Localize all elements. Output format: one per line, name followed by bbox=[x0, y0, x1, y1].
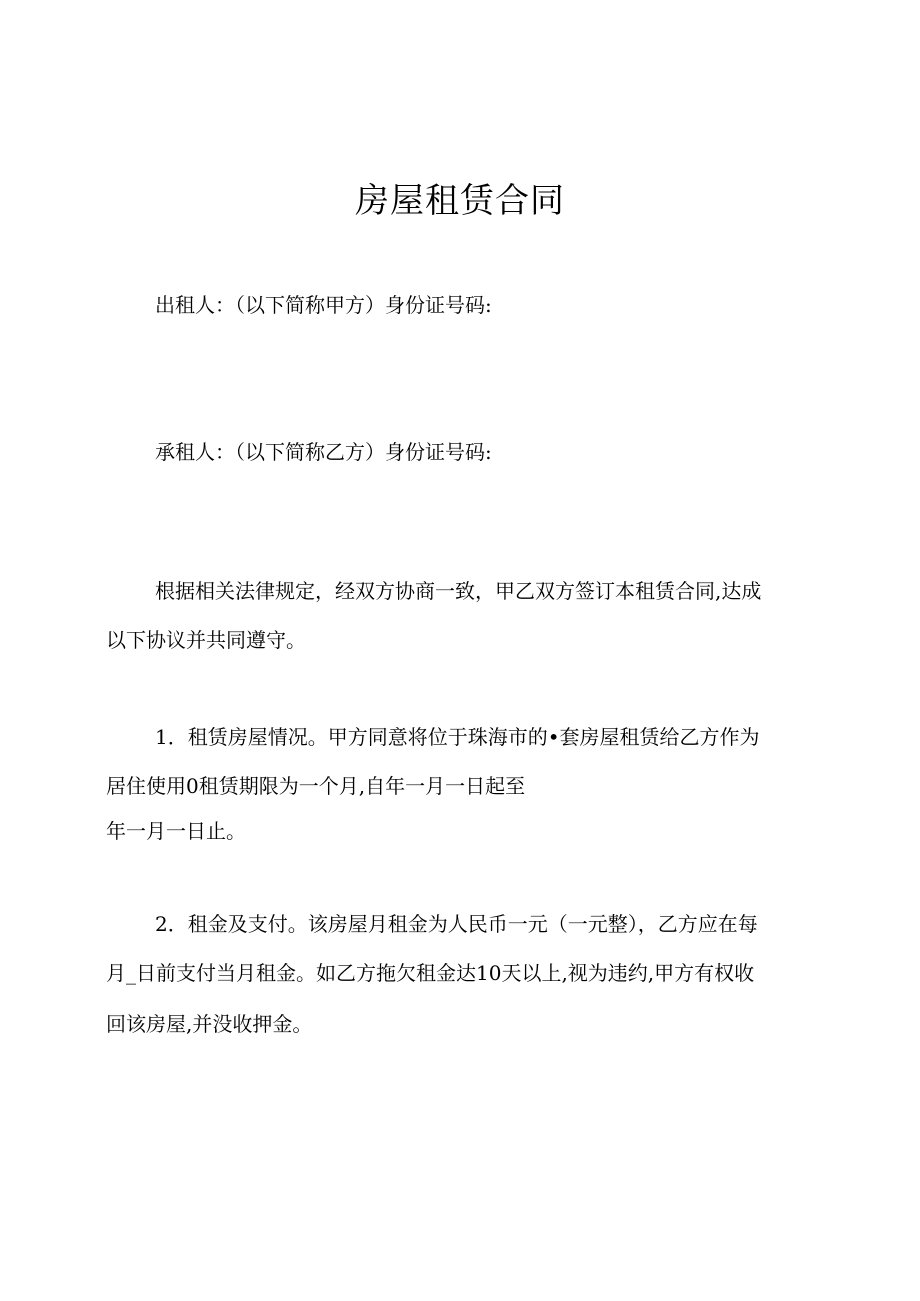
document-title: 房屋租赁合同 bbox=[355, 181, 565, 221]
clause-1-line-3: 年一月一日止。 bbox=[106, 819, 246, 843]
clause-2-line-3: 回该房屋,并没收押金。 bbox=[106, 1012, 313, 1036]
lessee-line: 承租人：（以下简称乙方）身份证号码: bbox=[155, 440, 492, 464]
intro-line-2: 以下协议并共同遵守。 bbox=[106, 628, 306, 652]
intro-line-1: 根据相关法律规定，经双方协商一致，甲乙双方签订本租赁合同,达成 bbox=[155, 579, 762, 603]
clause-1-line-2: 居住使用0租赁期限为一个月,自年一月一日起至 bbox=[106, 774, 526, 798]
clause-2-line-1: 2．租金及支付。该房屋月租金为人民币一元（一元整），乙方应在每 bbox=[155, 912, 758, 936]
clause-2-line-2: 月_日前支付当月租金。如乙方拖欠租金达10天以上,视为违约,甲方有权收 bbox=[106, 961, 755, 985]
lessor-line: 出租人：（以下简称甲方）身份证号码: bbox=[155, 293, 492, 317]
clause-1-line-1: 1．租赁房屋情况。甲方同意将位于珠海市的•套房屋租赁给乙方作为 bbox=[155, 725, 760, 749]
